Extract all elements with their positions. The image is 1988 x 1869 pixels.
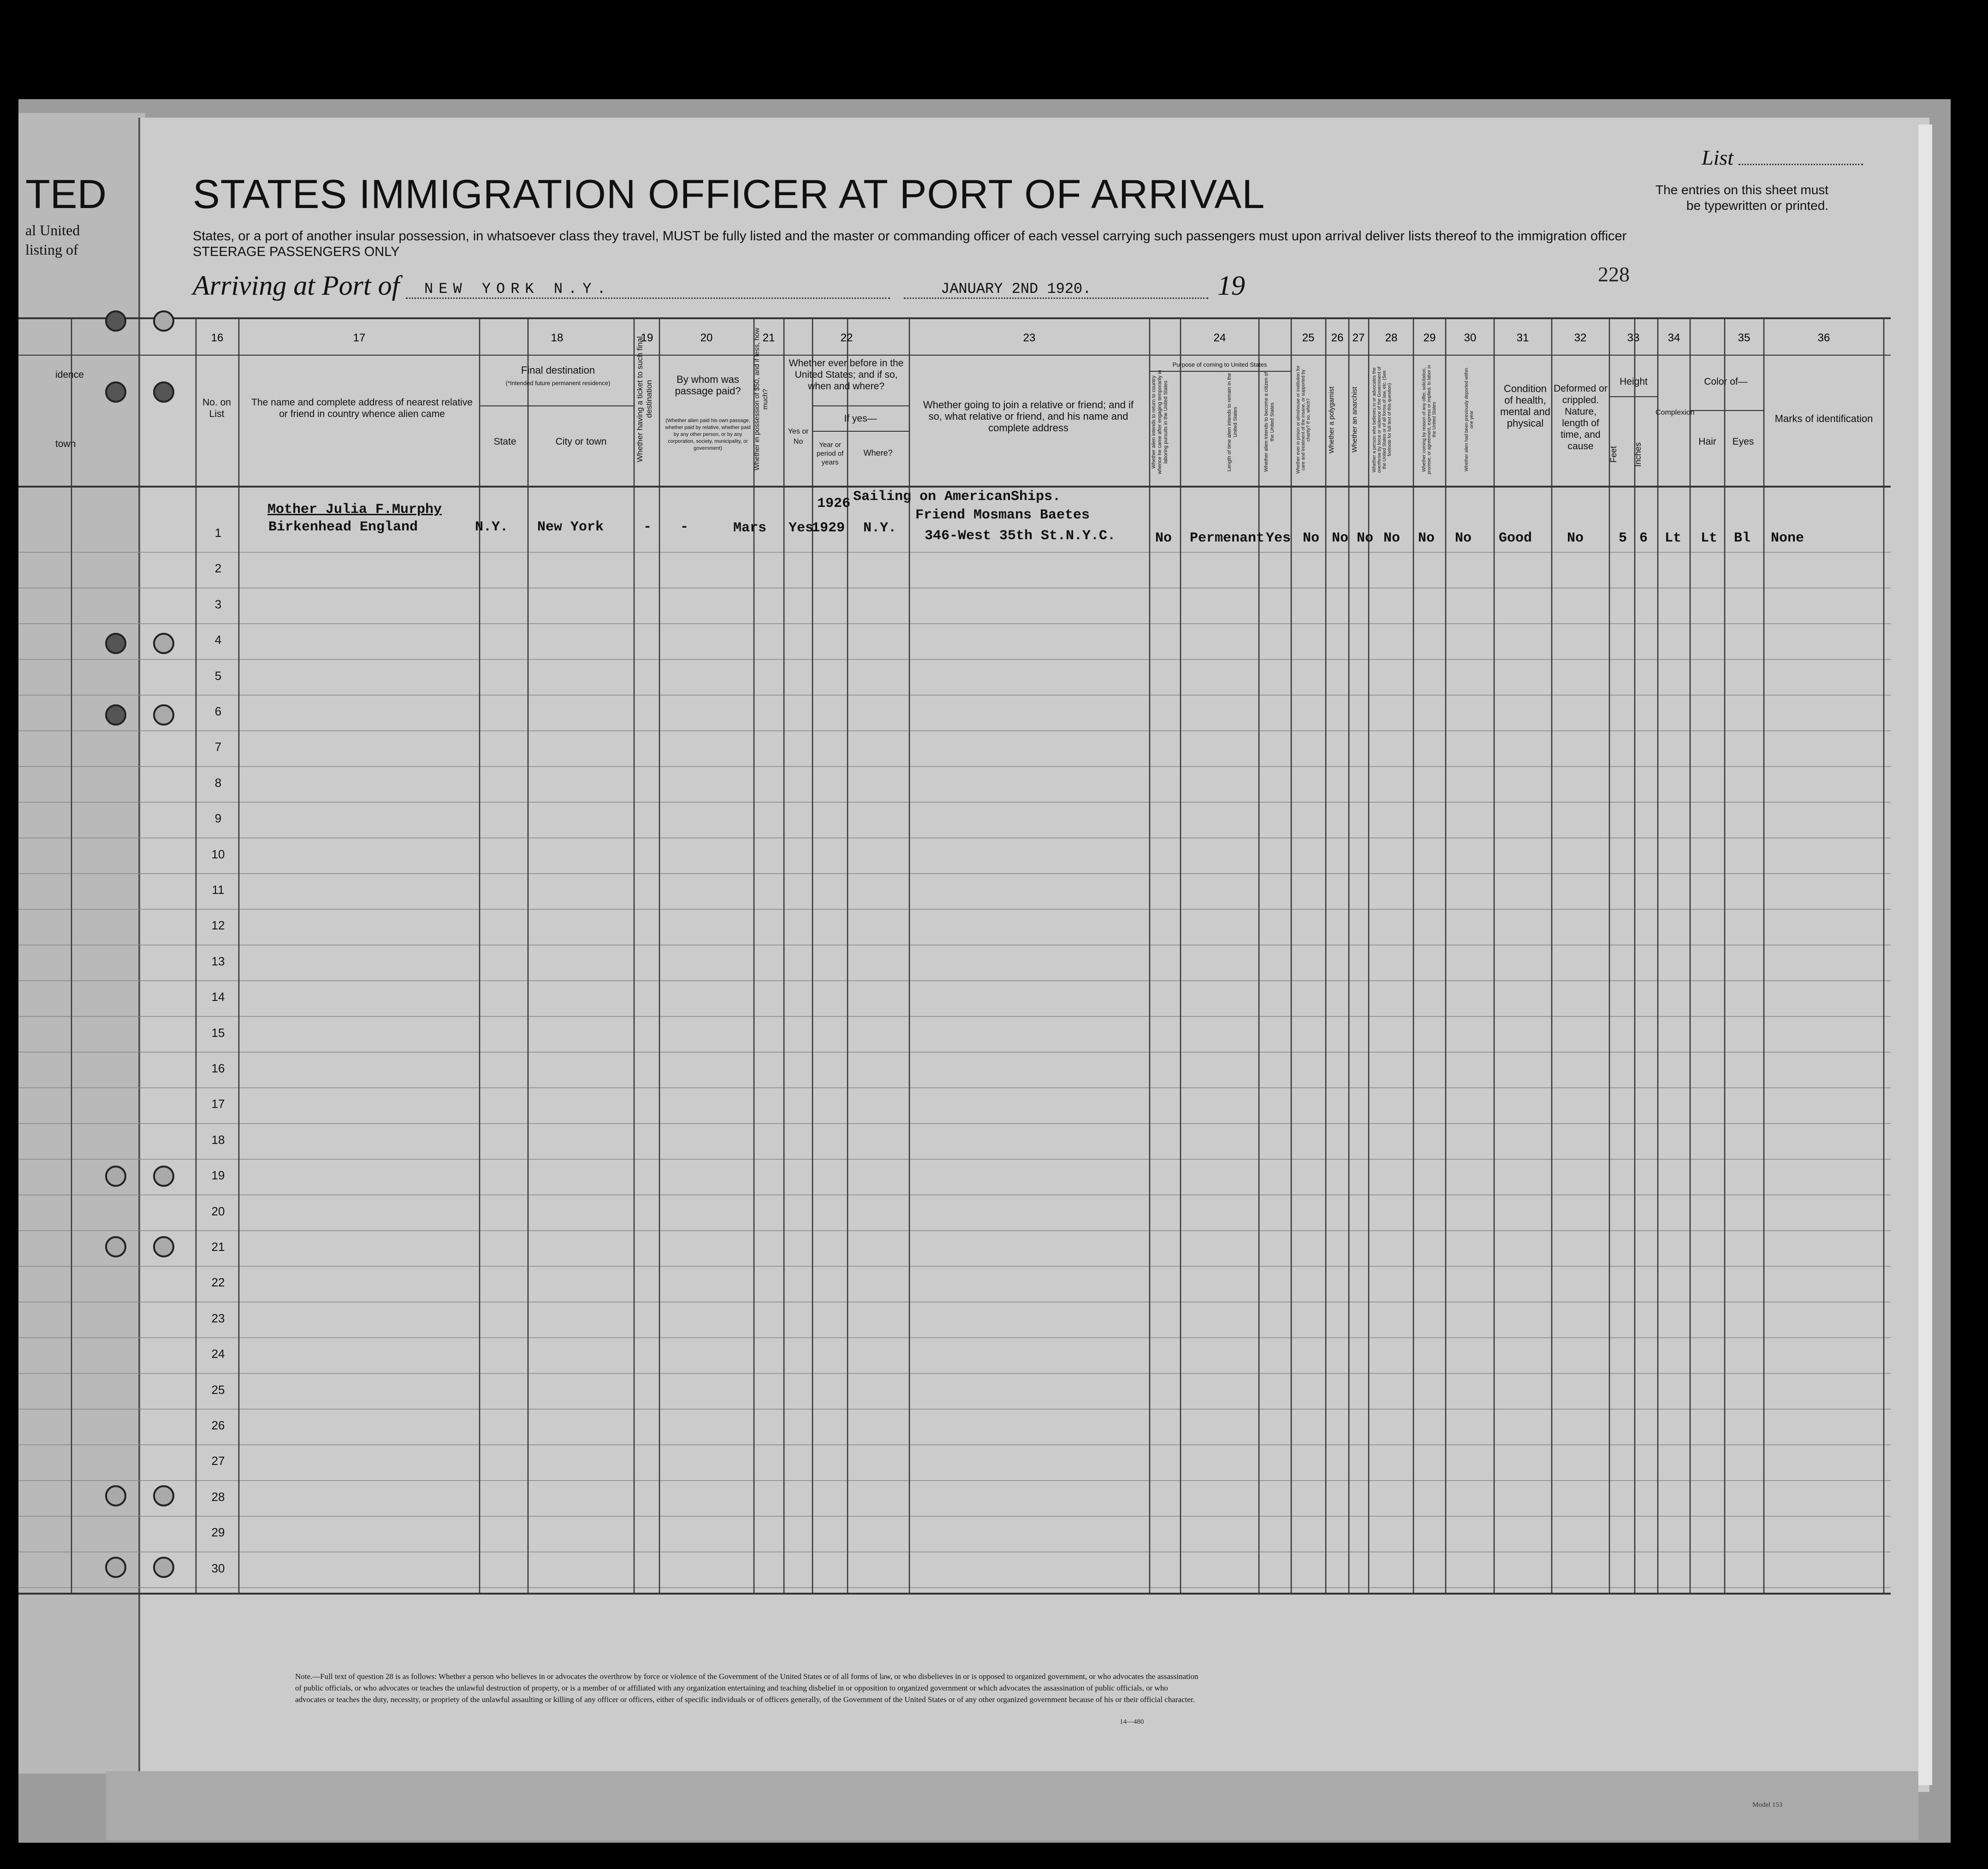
row-number: 1 <box>214 526 222 540</box>
entry-hair: Lt <box>1701 530 1718 546</box>
list-label: List <box>1702 146 1734 169</box>
row-number: 30 <box>211 1561 225 1575</box>
row-number: 8 <box>214 775 222 790</box>
header-joining: Whether going to join a relative or friend; and if so, what relative or friend, and his name and complete address <box>923 399 1134 434</box>
column-number: 21 <box>762 332 775 344</box>
entry-q28: No <box>1383 530 1401 546</box>
row-number: 5 <box>214 668 222 683</box>
entry-eyes: Bl <box>1734 530 1751 546</box>
punch-hole <box>105 1236 126 1257</box>
entry-q30: No <box>1455 530 1472 546</box>
punch-hole <box>105 1485 126 1506</box>
header-q28: Whether a person who believes in or advocates the overthrow by force or violence of the Government of the United States or of all forms of law, etc. (See footnote for full text of this question) <box>1372 366 1392 473</box>
left-header-town: town <box>55 439 76 449</box>
punch-hole <box>105 310 126 332</box>
page-title: STATES IMMIGRATION OFFICER AT PORT OF ARRIVAL <box>193 171 1265 217</box>
year-prefix: 19 <box>1217 270 1245 301</box>
header-no-on-list: No. on List <box>202 397 231 419</box>
entry-joining-line3: 346-West 35th St.N.Y.C. <box>925 528 1116 544</box>
entry-city: New York <box>537 519 604 535</box>
entry-feet: 5 <box>1619 530 1627 546</box>
entry-money: Mars <box>733 520 767 536</box>
header-yes-or-no: Yes or No <box>788 428 809 446</box>
instructions: States, or a port of another insular possession, in whatsoever class they travel, MUST be fully listed and the master or commanding officer of each vessel carrying such passengers must upon arrival deliver lists thereof to the immigration officer STEERAGE PASSENGERS ONLY <box>193 229 1627 259</box>
entry-years-first: 1926 <box>817 496 851 512</box>
punch-hole <box>153 1485 174 1506</box>
port-value: NEW YORK N.Y. <box>424 280 611 298</box>
header-color-of: Color of— <box>1704 376 1748 387</box>
punch-hole <box>153 381 174 403</box>
header-health: Condition of health, mental and physical <box>1500 383 1550 429</box>
header-eyes: Eyes <box>1732 436 1754 447</box>
header-relative: The name and complete address of nearest relative or friend in country whence alien came <box>251 397 473 419</box>
header-final-destination: Final destination <box>521 364 595 376</box>
row-number: 26 <box>211 1418 225 1432</box>
punch-hole <box>153 1236 174 1257</box>
header-purpose-length: Length of time alien intends to remain in the United States <box>1227 373 1238 471</box>
entry-where: N.Y. <box>863 520 897 536</box>
column-number: 36 <box>1817 332 1830 344</box>
column-number: 24 <box>1213 332 1226 344</box>
header-inches: Inches <box>1633 442 1643 467</box>
header-year-period: Year or period of years <box>816 441 844 466</box>
row-number: 25 <box>211 1382 225 1397</box>
column-number: 35 <box>1738 332 1751 344</box>
column-number: 26 <box>1331 332 1344 344</box>
entry-length: Permenant <box>1190 530 1265 546</box>
entry-marks: None <box>1771 530 1804 546</box>
entry-passage: - <box>680 519 689 535</box>
row-number: 14 <box>211 990 225 1004</box>
header-purpose: Purpose of coming to United States <box>1172 361 1267 368</box>
header-q29: Whether coming by reason of any offer, solicitation, promise, or agreement, express or implied, to labor in the United States <box>1422 365 1437 475</box>
punch-hole <box>105 1166 126 1187</box>
entry-q29: No <box>1418 530 1435 546</box>
row-number: 19 <box>211 1168 225 1183</box>
column-number: 22 <box>840 332 853 344</box>
row-number: 15 <box>211 1025 225 1040</box>
form-number: 14—480 <box>1120 1718 1144 1726</box>
header-city: City or town <box>555 436 607 447</box>
column-number: 23 <box>1023 332 1036 344</box>
punch-hole <box>153 633 174 654</box>
column-number: 30 <box>1464 332 1477 344</box>
column-number: 17 <box>353 332 366 344</box>
entry-citizen: Yes <box>1266 530 1291 546</box>
row-number: 27 <box>211 1454 225 1468</box>
left-page-note: al United listing of <box>25 222 80 258</box>
entry-years-second: 1929 <box>812 520 845 536</box>
column-number: 27 <box>1352 332 1365 344</box>
entry-polygamist: No <box>1332 530 1349 546</box>
entry-inches: 6 <box>1639 530 1648 546</box>
punch-hole <box>105 704 126 726</box>
arriving-label: Arriving at Port of <box>193 270 400 301</box>
column-number: 29 <box>1423 332 1436 344</box>
column-number: 32 <box>1574 332 1587 344</box>
row-number: 9 <box>214 811 222 826</box>
footnote-q28: Note.—Full text of question 28 is as follows: Whether a person who believes in or advocates the overthrow by force or violence of the Government of the United States or of all forms of law, or who disbelieves in or is opposed to organized government, or who advocates the assassination of public officials, or who advocates or teaches the unlawful destruction of property, or is a member of or affiliated with any organization entertaining and teaching disbelief in or opposition to organized government or which advocates the assassination of public officials, or who advocates or teaches the duty, necessity, or propriety of the unlawful assaulting or killing of any officer or officers, either of specific individuals or of officers generally, of the Government of the United States or of any other organized government because of his or their official character. <box>295 1672 1199 1704</box>
row-number: 23 <box>211 1311 225 1325</box>
header-marks: Marks of identification <box>1774 413 1873 424</box>
date-value: JANUARY 2ND 1920. <box>941 280 1092 298</box>
entry-deformed: No <box>1567 530 1584 546</box>
entry-return: No <box>1155 530 1172 546</box>
header-passage-note: (Whether alien paid his own passage, whether paid by relative, whether paid by any other person, or by any corporation, society, municipality, or government) <box>665 418 751 451</box>
left-page-title-fragment: TED <box>25 171 107 217</box>
row-number: 13 <box>211 954 225 968</box>
row-number: 22 <box>211 1275 225 1290</box>
column-number: 33 <box>1627 332 1640 344</box>
entry-relative-name: Mother Julia F.Murphy <box>267 502 442 518</box>
row-number: 7 <box>214 740 222 754</box>
header-prison: Whether ever in prison or almshouse or institution for care and treatment of the insane, or supported by charity? If so, which? <box>1296 365 1311 474</box>
header-final-destination-note: (*Intended future permanent residence) <box>505 380 611 387</box>
row-number: 6 <box>214 704 222 718</box>
header-ticket: Whether having a ticket to such final destination <box>635 336 653 462</box>
page-number: 228 <box>1598 262 1630 286</box>
column-number: 34 <box>1668 332 1680 344</box>
header-polygamist: Whether a polygamist <box>1328 386 1335 453</box>
header-if-yes: If yes— <box>844 413 877 424</box>
entry-prison: No <box>1303 530 1320 546</box>
column-number: 16 <box>211 332 224 344</box>
entry-relative-address: Birkenhead England <box>268 519 418 535</box>
column-number: 25 <box>1302 332 1315 344</box>
row-number: 17 <box>211 1097 225 1111</box>
row-number: 12 <box>211 918 225 933</box>
header-ever-before: Whether ever before in the United States; and if so, when and where? <box>789 358 904 392</box>
row-number: 18 <box>211 1132 225 1147</box>
header-complexion: Complexion <box>1656 409 1695 417</box>
header-money: Whether in possession of $50, and if less, how much? <box>753 327 769 470</box>
row-number: 10 <box>211 847 225 861</box>
row-number: 24 <box>211 1347 225 1361</box>
left-header-residence: idence <box>55 369 84 380</box>
punch-hole <box>105 633 126 654</box>
header-state: State <box>493 436 516 447</box>
header-passage: By whom was passage paid? <box>675 374 741 397</box>
entry-ticket: - <box>643 519 652 535</box>
header-purpose-citizen: Whether alien intends to become a citizen of the United States <box>1264 372 1275 472</box>
column-number: 18 <box>551 332 564 344</box>
entry-state: N.Y. <box>475 519 509 535</box>
row-number: 2 <box>214 561 222 576</box>
entry-joining-line2: Friend Mosmans Baetes <box>915 507 1090 523</box>
model-note: Model 153 <box>1752 1801 1783 1809</box>
row-number: 29 <box>211 1525 225 1540</box>
header-height: Height <box>1620 376 1648 387</box>
punch-hole <box>153 310 174 332</box>
header-where: Where? <box>863 448 893 458</box>
entry-health: Good <box>1499 530 1532 546</box>
entry-anarchist: No <box>1357 530 1374 546</box>
row-number: 4 <box>214 633 222 647</box>
punch-hole <box>105 381 126 403</box>
punch-hole <box>153 704 174 726</box>
header-feet: Feet <box>1609 446 1618 463</box>
entry-complexion: Lt <box>1665 530 1682 546</box>
column-number: 19 <box>641 332 653 344</box>
row-number: 28 <box>211 1489 225 1504</box>
header-q30: Whether alien had been previously deported within one year <box>1464 368 1474 472</box>
punch-hole <box>105 1557 126 1578</box>
row-number: 21 <box>211 1240 225 1254</box>
header-purpose-return: Whether alien intends to return to country whence he came after engaging temporarily in laboring pursuits in the United States <box>1151 370 1169 474</box>
column-number: 28 <box>1385 332 1398 344</box>
row-number: 3 <box>214 597 222 611</box>
header-hair: Hair <box>1698 436 1716 447</box>
punch-hole <box>153 1557 174 1578</box>
row-number: 20 <box>211 1204 225 1218</box>
column-number: 31 <box>1516 332 1529 344</box>
header-deformed: Deformed or crippled. Nature, length of time, and cause <box>1554 383 1608 452</box>
header-anarchist: Whether an anarchist <box>1351 387 1359 453</box>
punch-hole <box>153 1166 174 1187</box>
row-number: 16 <box>211 1061 225 1075</box>
entry-been-before: Yes <box>789 520 814 536</box>
row-number: 11 <box>212 883 225 897</box>
entry-joining-line1: Sailing on AmericanShips. <box>853 489 1061 505</box>
column-number: 20 <box>700 332 713 344</box>
entries-instruction: The entries on this sheet must be typewritten or printed. <box>1656 183 1829 213</box>
